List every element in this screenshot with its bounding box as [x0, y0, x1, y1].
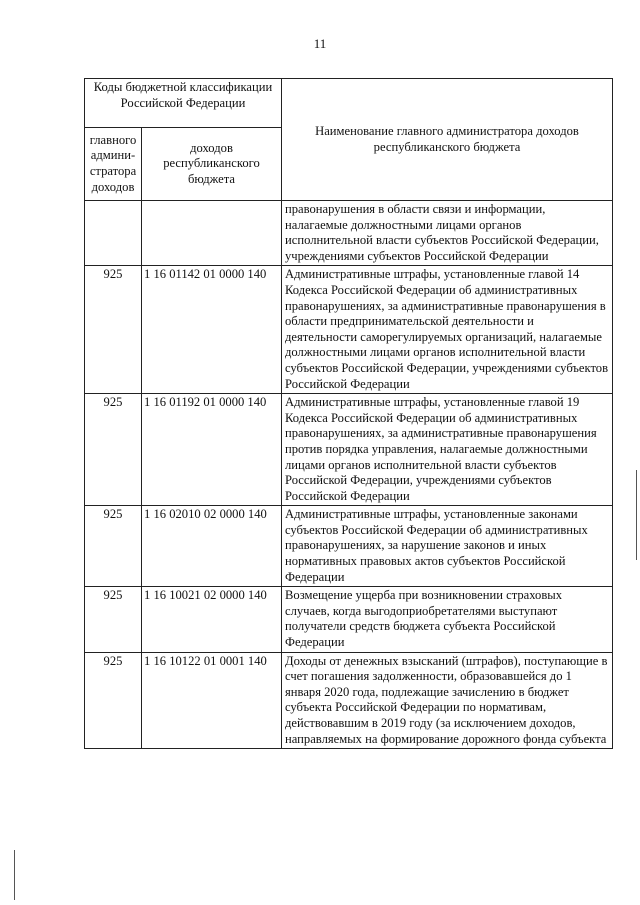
income-name-cell: Административные штрафы, установленные законами субъектов Российской Федерации об административных правонарушениях, за нарушение законов и иных нормативных правовых актов субъектов Российской Федерации — [282, 506, 613, 587]
budget-code-cell: 1 16 10122 01 0001 140 — [142, 652, 282, 749]
page-number: 11 — [313, 36, 327, 51]
income-name-cell: Доходы от денежных взысканий (штрафов), поступающие в счет погашения задолженности, образовавшейся до 1 января 2020 года, подлежащие зачислению в бюджет субъекта Российской Федерации по нормативам, действовавшим в 2019 году (за исключением доходов, направляемых на формирование дорожного фонда субъекта — [282, 652, 613, 749]
table-row — [85, 266, 613, 394]
table-header-row — [85, 79, 613, 128]
table-row — [85, 652, 613, 749]
admin-code-cell: 925 — [85, 506, 142, 587]
scan-edge-mark — [14, 850, 15, 900]
budget-code-cell: 1 16 02010 02 0000 140 — [142, 506, 282, 587]
table-row — [85, 506, 613, 587]
admin-code-cell: 925 — [85, 587, 142, 652]
income-name-cell: Административные штрафы, установленные главой 19 Кодекса Российской Федерации об административных правонарушениях, за административные правонарушения против порядка управления, налагаемые должностными лицами органов исполнительной власти субъектов Российской Федерации, учреждениями субъектов Российской Федерации — [282, 394, 613, 506]
budget-code-cell: 1 16 10021 02 0000 140 — [142, 587, 282, 652]
scan-edge-mark — [636, 470, 637, 560]
income-name-cell: правонарушения в области связи и информации, налагаемые должностными лицами органов исполнительной власти субъектов Российской Федерации, учреждениями субъектов Российской Федерации — [282, 201, 613, 266]
header-main-admin: главного админи-стратора доходов — [85, 128, 142, 201]
budget-code-cell: 1 16 01142 01 0000 140 — [142, 266, 282, 394]
header-codes-group: Коды бюджетной классификации Российской Федерации — [85, 79, 282, 128]
admin-code-cell: 925 — [85, 266, 142, 394]
table-row — [85, 201, 613, 266]
budget-classification-table — [84, 78, 613, 749]
admin-code-cell: 925 — [85, 652, 142, 749]
table-row — [85, 587, 613, 652]
income-name-cell: Возмещение ущерба при возникновении страховых случаев, когда выгодоприобретателями выступают получатели средств бюджета субъекта Российской Федерации — [282, 587, 613, 652]
table-row — [85, 394, 613, 506]
admin-code-cell — [85, 201, 142, 266]
income-name-cell: Административные штрафы, установленные главой 14 Кодекса Российской Федерации об административных правонарушениях, за административные правонарушения в области предпринимательской деятельности и деятельности саморегулируемых организаций, налагаемые должностными лицами органов исполнительной власти субъектов Российской Федерации, учреждениями субъектов Российской Федерации — [282, 266, 613, 394]
header-admin-name: Наименование главного администратора доходов республиканского бюджета — [282, 79, 613, 201]
budget-code-cell — [142, 201, 282, 266]
header-income: доходов республиканского бюджета — [142, 128, 282, 201]
budget-code-cell: 1 16 01192 01 0000 140 — [142, 394, 282, 506]
admin-code-cell: 925 — [85, 394, 142, 506]
